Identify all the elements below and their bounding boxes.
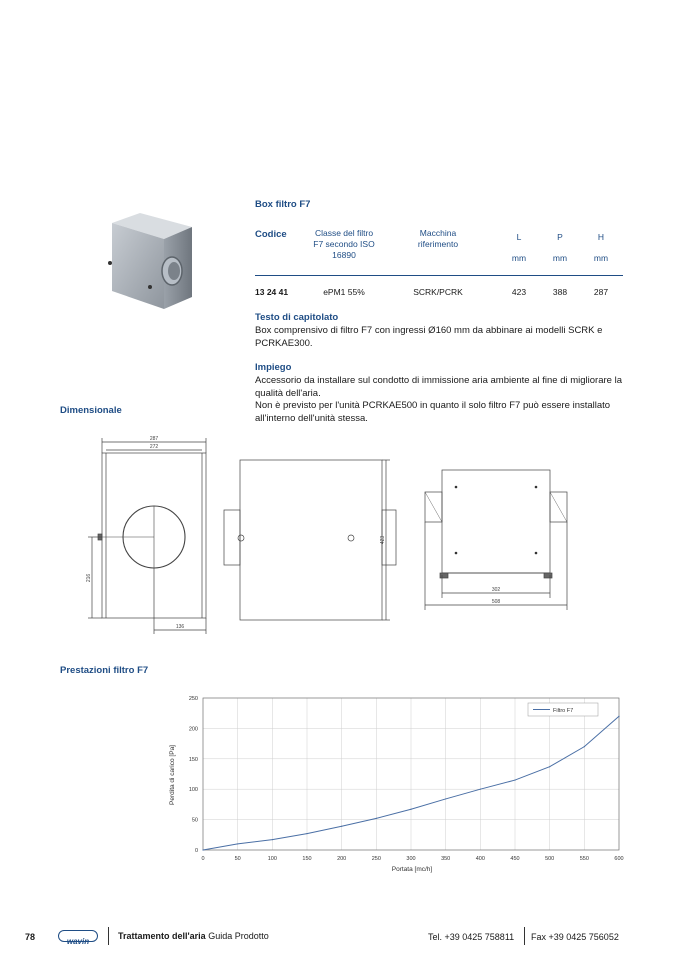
page-number: 78 <box>25 932 36 942</box>
footer-section <box>118 931 269 941</box>
footer-divider-right <box>524 927 525 945</box>
unit-H: mm <box>593 253 609 263</box>
footer-section-bold: Trattamento dell'aria <box>118 931 206 941</box>
dim-216: 216 <box>86 573 92 583</box>
y-tick-label: 50 <box>191 817 198 824</box>
footer-divider-left <box>108 927 109 945</box>
x-tick-label: 300 <box>406 856 416 862</box>
table-divider <box>255 275 623 276</box>
header-L: L <box>516 232 522 242</box>
x-tick-label: 500 <box>545 856 555 862</box>
wavin-logo <box>58 930 98 946</box>
series-point <box>514 779 515 780</box>
chart-xlabel: Portata [mc/h] <box>391 866 433 873</box>
x-tick-label: 450 <box>510 856 520 862</box>
dim-508: 508 <box>491 599 501 605</box>
y-tick-label: 0 <box>194 848 198 854</box>
row-codice: 13 24 41 <box>255 287 289 297</box>
series-point <box>584 746 585 747</box>
impiego-line2: Non è previsto per l'unità PCRKAE500 in quanto il solo filtro F7 può essere installato all'interno dell'unità stessa. <box>255 400 611 424</box>
product-photo <box>100 205 200 315</box>
dim-272: 272 <box>149 444 159 450</box>
x-tick-label: 50 <box>234 856 241 862</box>
unit-L: mm <box>511 253 527 263</box>
chart-ticks <box>189 696 624 862</box>
header-macchina: Macchina riferimento <box>417 228 459 249</box>
y-tick-label: 100 <box>188 787 198 794</box>
prestazioni-title: Prestazioni filtro F7 <box>60 665 149 676</box>
x-tick-label: 250 <box>371 856 381 862</box>
series-point <box>272 839 273 840</box>
row-classe: ePM1 55% <box>323 287 365 297</box>
footer-tel: Tel. +39 0425 758811 <box>428 932 515 942</box>
row-H: 287 <box>593 287 609 297</box>
wavin-logo-text: wavin <box>66 937 90 946</box>
chart-ylabel: Perdita di carico [Pa] <box>169 745 176 805</box>
dim-423: 423 <box>380 535 386 545</box>
series-point <box>618 716 619 717</box>
footer-fax: Fax +39 0425 756052 <box>531 932 619 942</box>
unit-P: mm <box>552 253 568 263</box>
x-tick-label: 200 <box>337 856 347 862</box>
legend-label: Filtro F7 <box>553 707 574 714</box>
footer-section-regular: Guida Prodotto <box>208 931 269 941</box>
dimensional-drawing <box>80 430 580 640</box>
testo-title: Testo di capitolato <box>255 312 339 323</box>
testo-body: Box comprensivo di filtro F7 con ingressi Ø160 mm da abbinare ai modelli SCRK e PCRKAE300. <box>255 325 603 349</box>
series-point <box>341 826 342 827</box>
dimensionale-title: Dimensionale <box>60 405 122 416</box>
x-tick-label: 550 <box>579 856 589 862</box>
performance-chart <box>160 690 630 880</box>
y-tick-label: 200 <box>188 726 198 733</box>
series-point <box>549 766 550 767</box>
impiego-line1: Accessorio da installare sul condotto di immissione aria ambiente al fine di migliorare la qualità dell'aria. <box>255 375 622 399</box>
x-tick-label: 400 <box>475 856 485 862</box>
series-point <box>237 843 238 844</box>
header-H: H <box>597 232 605 242</box>
header-codice: Codice <box>255 229 287 240</box>
series-point <box>445 798 446 799</box>
series-point <box>306 833 307 834</box>
chart-legend <box>528 703 598 716</box>
dim-287: 287 <box>149 436 159 442</box>
series-point <box>480 789 481 790</box>
x-tick-label: 600 <box>614 856 624 862</box>
series-point <box>202 849 203 850</box>
x-tick-label: 0 <box>201 856 205 862</box>
row-L: 423 <box>511 287 527 297</box>
dim-302: 302 <box>491 587 501 593</box>
dim-136: 136 <box>175 624 185 630</box>
series-point <box>376 818 377 819</box>
x-tick-label: 150 <box>302 856 312 862</box>
series-point <box>410 809 411 810</box>
y-tick-label: 250 <box>188 696 198 702</box>
row-P: 388 <box>552 287 568 297</box>
y-tick-label: 150 <box>188 756 198 763</box>
header-P: P <box>557 232 563 242</box>
x-tick-label: 350 <box>441 856 451 862</box>
header-classe: Classe del filtro F7 secondo ISO 16890 <box>313 228 375 260</box>
row-macchina: SCRK/PCRK <box>413 287 463 297</box>
chart-grid <box>203 698 619 850</box>
x-tick-label: 100 <box>267 856 277 862</box>
product-title: Box filtro F7 <box>255 199 311 210</box>
impiego-title: Impiego <box>255 362 292 373</box>
